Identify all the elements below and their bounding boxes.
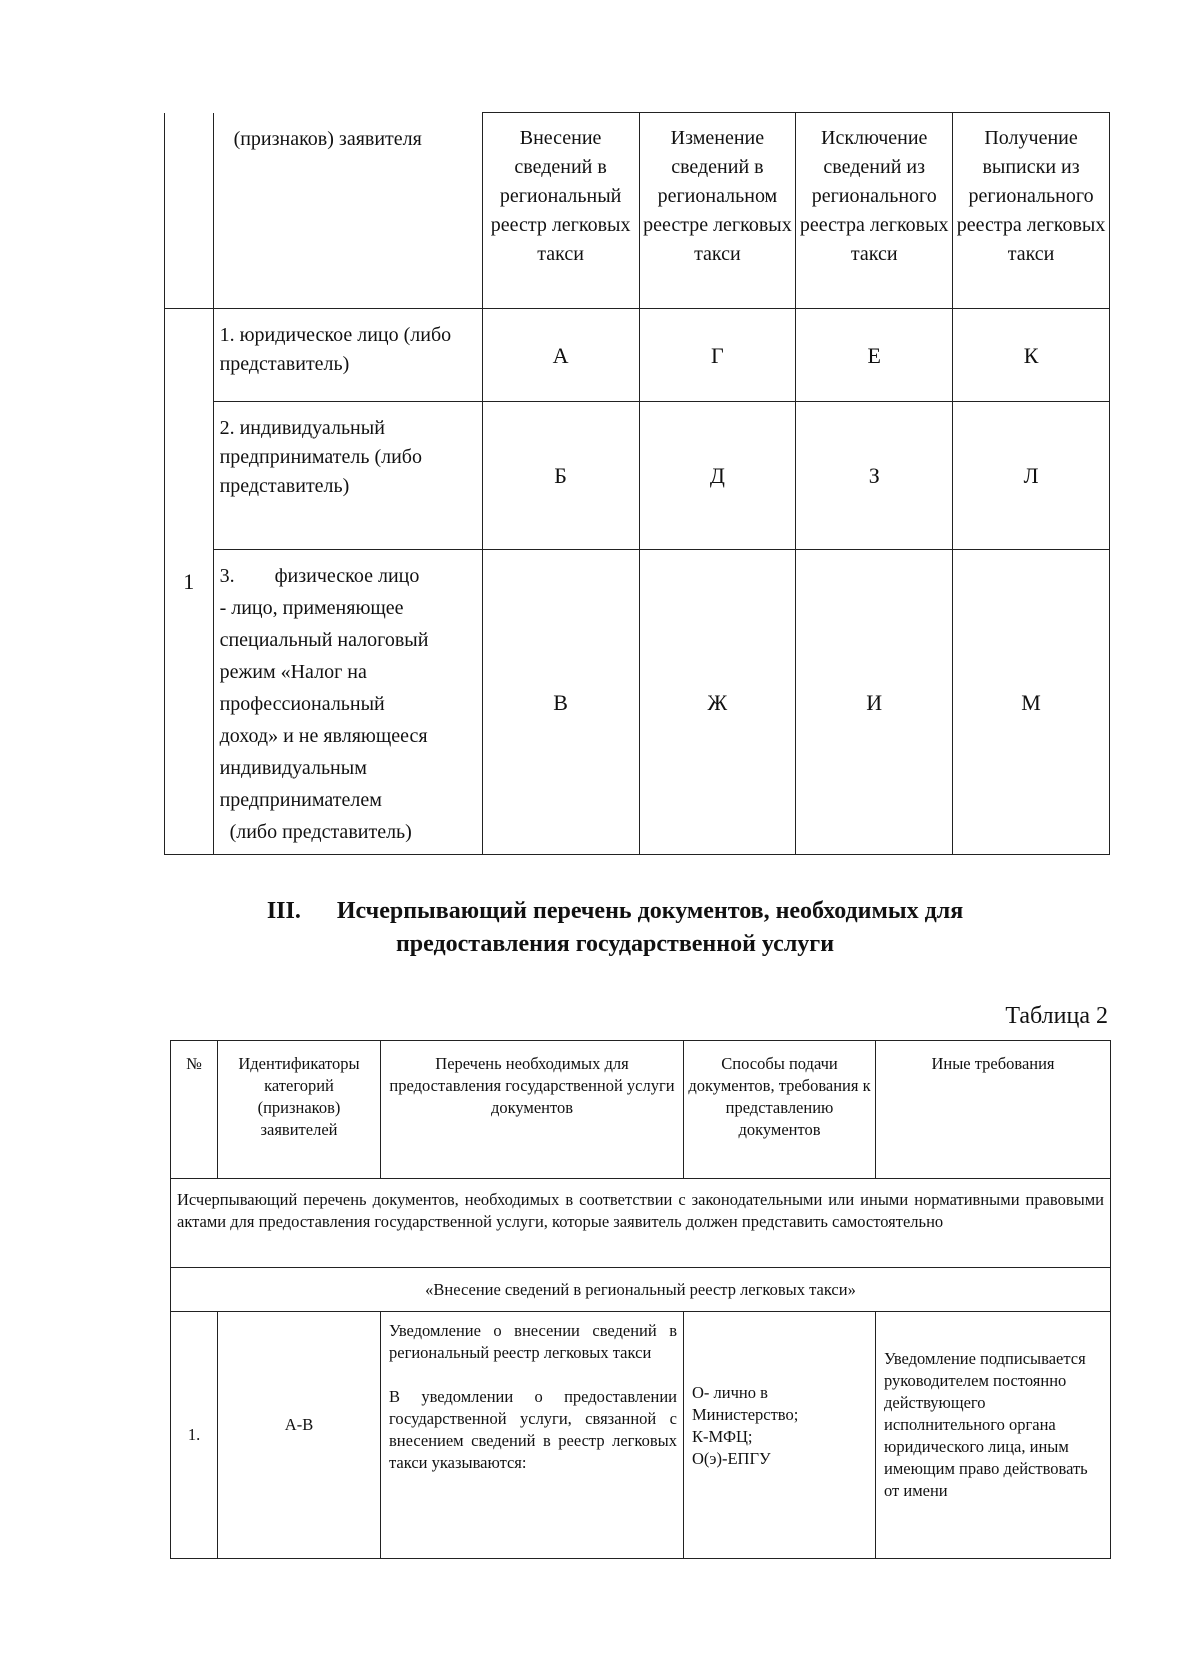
row-ids: А-В	[218, 1312, 381, 1559]
code-cell: В	[482, 550, 639, 855]
code-cell: М	[953, 550, 1110, 855]
code-cell: Д	[639, 402, 796, 550]
category-line: профессиональный	[219, 693, 385, 715]
header-category: (признаков) заявителя	[213, 113, 482, 309]
table-caption: Таблица 2	[1005, 1003, 1108, 1029]
code-cell: А	[482, 309, 639, 402]
category-line: - лицо, применяющее	[219, 597, 404, 619]
docs-paragraph-1: Уведомление о внесении сведений в региональный реестр легковых такси	[389, 1321, 677, 1362]
row-num: 1.	[171, 1312, 218, 1559]
header-col-extract: Получение выписки из регионального реестра легковых такси	[953, 113, 1110, 309]
category-self-employed	[213, 550, 482, 855]
category-line: 3. физическое лицо	[219, 565, 420, 587]
header-col-add: Внесение сведений в региональный реестр легковых такси	[482, 113, 639, 309]
section-title-line2: предоставления государственной услуги	[395, 931, 835, 957]
documents-table	[170, 1040, 1111, 1559]
code-cell: З	[796, 402, 953, 550]
category-line: предпринимателем	[219, 789, 382, 811]
category-individual-entrepreneur: 2. индивидуальный предприниматель (либо представитель)	[213, 402, 482, 550]
row-methods	[684, 1312, 876, 1559]
code-cell: Б	[482, 402, 639, 550]
category-line: доход» и не являющееся	[219, 725, 428, 747]
code-cell: Г	[639, 309, 796, 402]
header-methods: Способы подачи документов, требования к представлению документов	[684, 1041, 876, 1179]
header-col-change: Изменение сведений в региональном реестре легковых такси	[639, 113, 796, 309]
category-legal-entity: 1. юридическое лицо (либо представитель)	[213, 309, 482, 402]
intro-row: Исчерпывающий перечень документов, необходимых в соответствии с законодательными или иными нормативными правовыми актами для предоставления государственной услуги, которые заявитель должен представить самостоятельно	[171, 1179, 1111, 1268]
row-number: 1	[165, 309, 214, 855]
header-col-exclude: Исключение сведений из регионального реестра легковых такси	[796, 113, 953, 309]
category-line: специальный налоговый	[219, 629, 429, 651]
section-title-line1: Исчерпывающий перечень документов, необходимых для	[336, 898, 964, 924]
section-roman: III.	[266, 898, 301, 924]
docs-paragraph-2: В уведомлении о предоставлении государственной услуги, связанной с внесением сведений в реестр легковых такси указываются:	[389, 1387, 677, 1472]
method-line: К-МФЦ;	[692, 1427, 753, 1446]
method-line: О- лично в Министерство;	[692, 1383, 799, 1424]
code-cell: Л	[953, 402, 1110, 550]
code-cell: И	[796, 550, 953, 855]
header-num: №	[171, 1041, 218, 1179]
section-heading	[150, 895, 1080, 961]
code-cell: К	[953, 309, 1110, 402]
category-line: режим «Налог на	[219, 661, 367, 683]
applicant-categories-table	[164, 112, 1110, 855]
code-cell: Ж	[639, 550, 796, 855]
row-number-cell-header	[165, 113, 214, 309]
header-ids: Идентификаторы категорий (признаков) заявителей	[218, 1041, 381, 1179]
header-other: Иные требования	[876, 1041, 1111, 1179]
category-line: индивидуальным	[219, 757, 367, 779]
header-docs: Перечень необходимых для предоставления государственной услуги документов	[381, 1041, 684, 1179]
code-cell: Е	[796, 309, 953, 402]
method-line: О(э)-ЕПГУ	[692, 1449, 771, 1468]
row-other: Уведомление подписывается руководителем постоянно действующего исполнительного органа юридического лица, иным имеющим право действовать от имени	[876, 1312, 1111, 1559]
group-title: «Внесение сведений в региональный реестр легковых такси»	[171, 1268, 1111, 1312]
category-line: (либо представитель)	[219, 821, 412, 843]
row-docs	[381, 1312, 684, 1559]
